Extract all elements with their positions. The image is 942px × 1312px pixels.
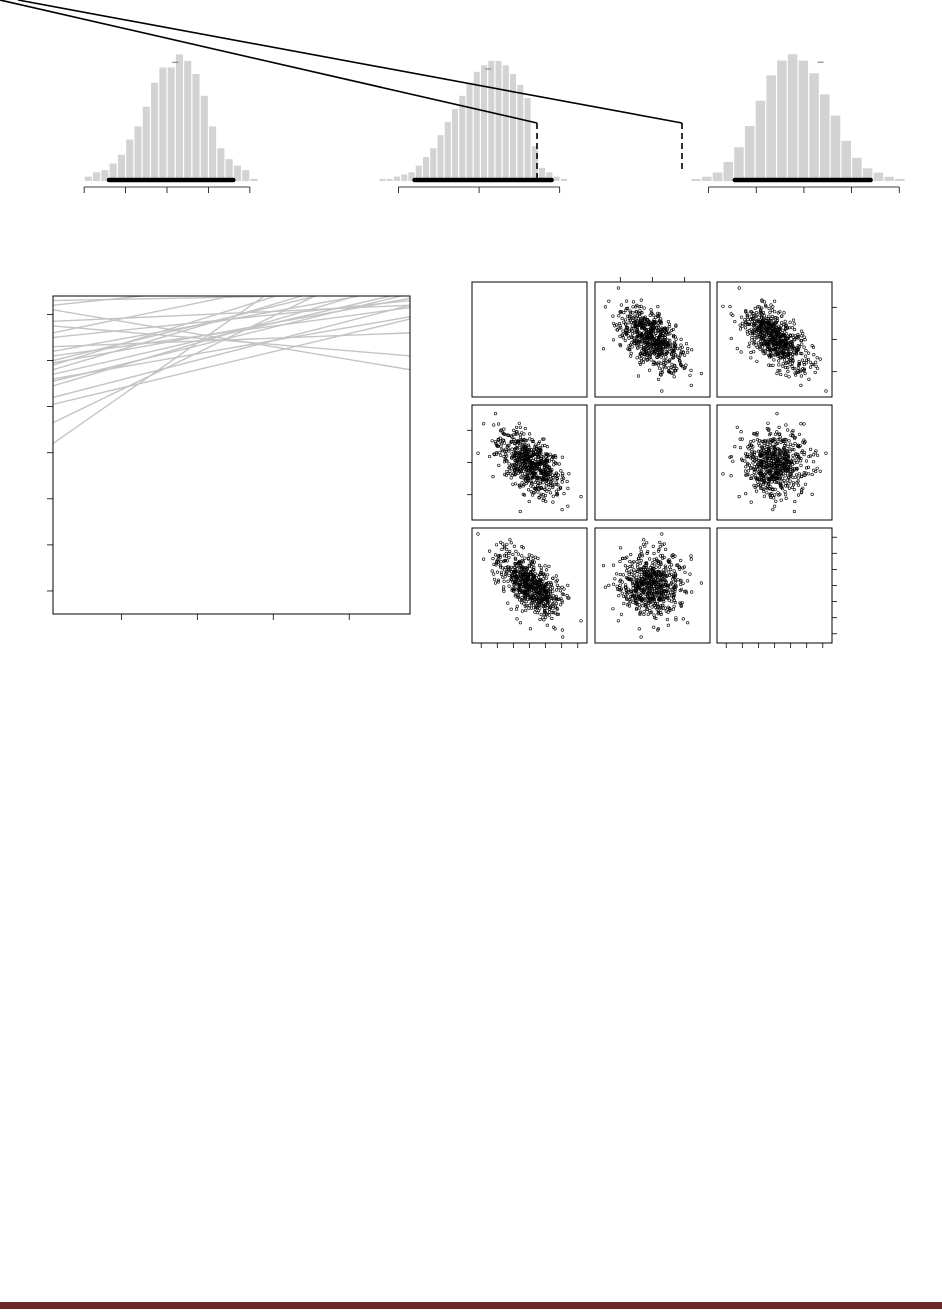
histogram-bar xyxy=(423,157,429,181)
histogram-bar xyxy=(788,54,798,181)
histogram-bar xyxy=(510,74,516,181)
histogram-bar xyxy=(430,148,436,181)
histogram-bar xyxy=(561,179,567,181)
connector-line xyxy=(0,0,537,123)
histogram-bar xyxy=(201,96,208,181)
histogram-bar xyxy=(459,96,465,181)
histogram-bar xyxy=(734,147,744,181)
histogram-bar xyxy=(525,98,531,181)
histogram-bar xyxy=(452,109,458,181)
histogram-bar xyxy=(831,116,841,182)
histogram-bar xyxy=(884,177,894,181)
histogram-bar xyxy=(517,85,523,181)
series-line xyxy=(53,264,410,370)
histogram-bar xyxy=(466,83,472,181)
histogram-bar xyxy=(394,177,400,181)
histogram-bar xyxy=(895,179,905,181)
histogram-bar xyxy=(93,172,100,181)
histogram-bar xyxy=(713,173,723,181)
histogram-bar xyxy=(554,177,560,181)
histogram-bar xyxy=(756,101,766,181)
histogram-bar xyxy=(445,122,451,181)
histogram-bar xyxy=(250,179,257,181)
regression-lines-plot xyxy=(47,195,410,620)
histogram-bar xyxy=(809,73,819,181)
histogram-bar xyxy=(488,61,494,181)
histogram-bar xyxy=(799,61,809,181)
histogram-bar xyxy=(226,159,233,181)
line-series-group xyxy=(53,195,410,444)
pairs-scatter-matrix xyxy=(467,277,837,648)
connector-line xyxy=(18,0,682,123)
histogram-bar xyxy=(723,162,733,181)
page-bottom-rule xyxy=(0,1302,942,1309)
histogram-bar xyxy=(242,170,249,181)
histogram-left xyxy=(84,54,257,193)
histogram-bar xyxy=(437,135,443,181)
pairs-panel xyxy=(717,528,832,643)
histogram-bar xyxy=(481,65,487,181)
histogram-right xyxy=(691,54,904,193)
histogram-bar xyxy=(126,140,133,181)
histogram-bar xyxy=(209,126,216,181)
histogram-bar xyxy=(777,61,787,181)
plot-frame xyxy=(53,296,410,614)
histogram-bar xyxy=(85,177,92,181)
histogram-bar xyxy=(702,177,712,181)
histogram-bar xyxy=(184,61,191,181)
histogram-bar xyxy=(159,67,166,181)
histogram-bar xyxy=(379,179,385,181)
pairs-panel xyxy=(472,282,587,397)
histogram-bar xyxy=(192,74,199,181)
histogram-bar xyxy=(118,155,125,181)
histogram-bar xyxy=(134,126,141,181)
pairs-panel xyxy=(595,405,710,520)
histogram-bar xyxy=(766,75,776,181)
histogram-bar xyxy=(745,126,755,181)
histogram-bar xyxy=(401,174,407,181)
histogram-bar xyxy=(143,107,150,181)
histogram-bar xyxy=(852,158,862,181)
series-line xyxy=(53,250,410,423)
histogram-bar xyxy=(176,54,183,181)
histogram-bar xyxy=(217,148,224,181)
histogram-bar xyxy=(474,72,480,181)
histogram-bar xyxy=(496,61,502,181)
histogram-bar xyxy=(387,179,393,181)
histogram-bar xyxy=(691,179,701,181)
histogram-middle xyxy=(379,61,566,193)
histogram-bar xyxy=(820,94,830,181)
histogram-bar xyxy=(168,67,175,181)
histogram-bar xyxy=(151,83,158,181)
histogram-bar xyxy=(503,65,509,181)
histogram-bar xyxy=(874,173,884,181)
histogram-bar xyxy=(841,141,851,181)
series-line xyxy=(53,268,410,305)
connector-lines xyxy=(0,0,682,178)
